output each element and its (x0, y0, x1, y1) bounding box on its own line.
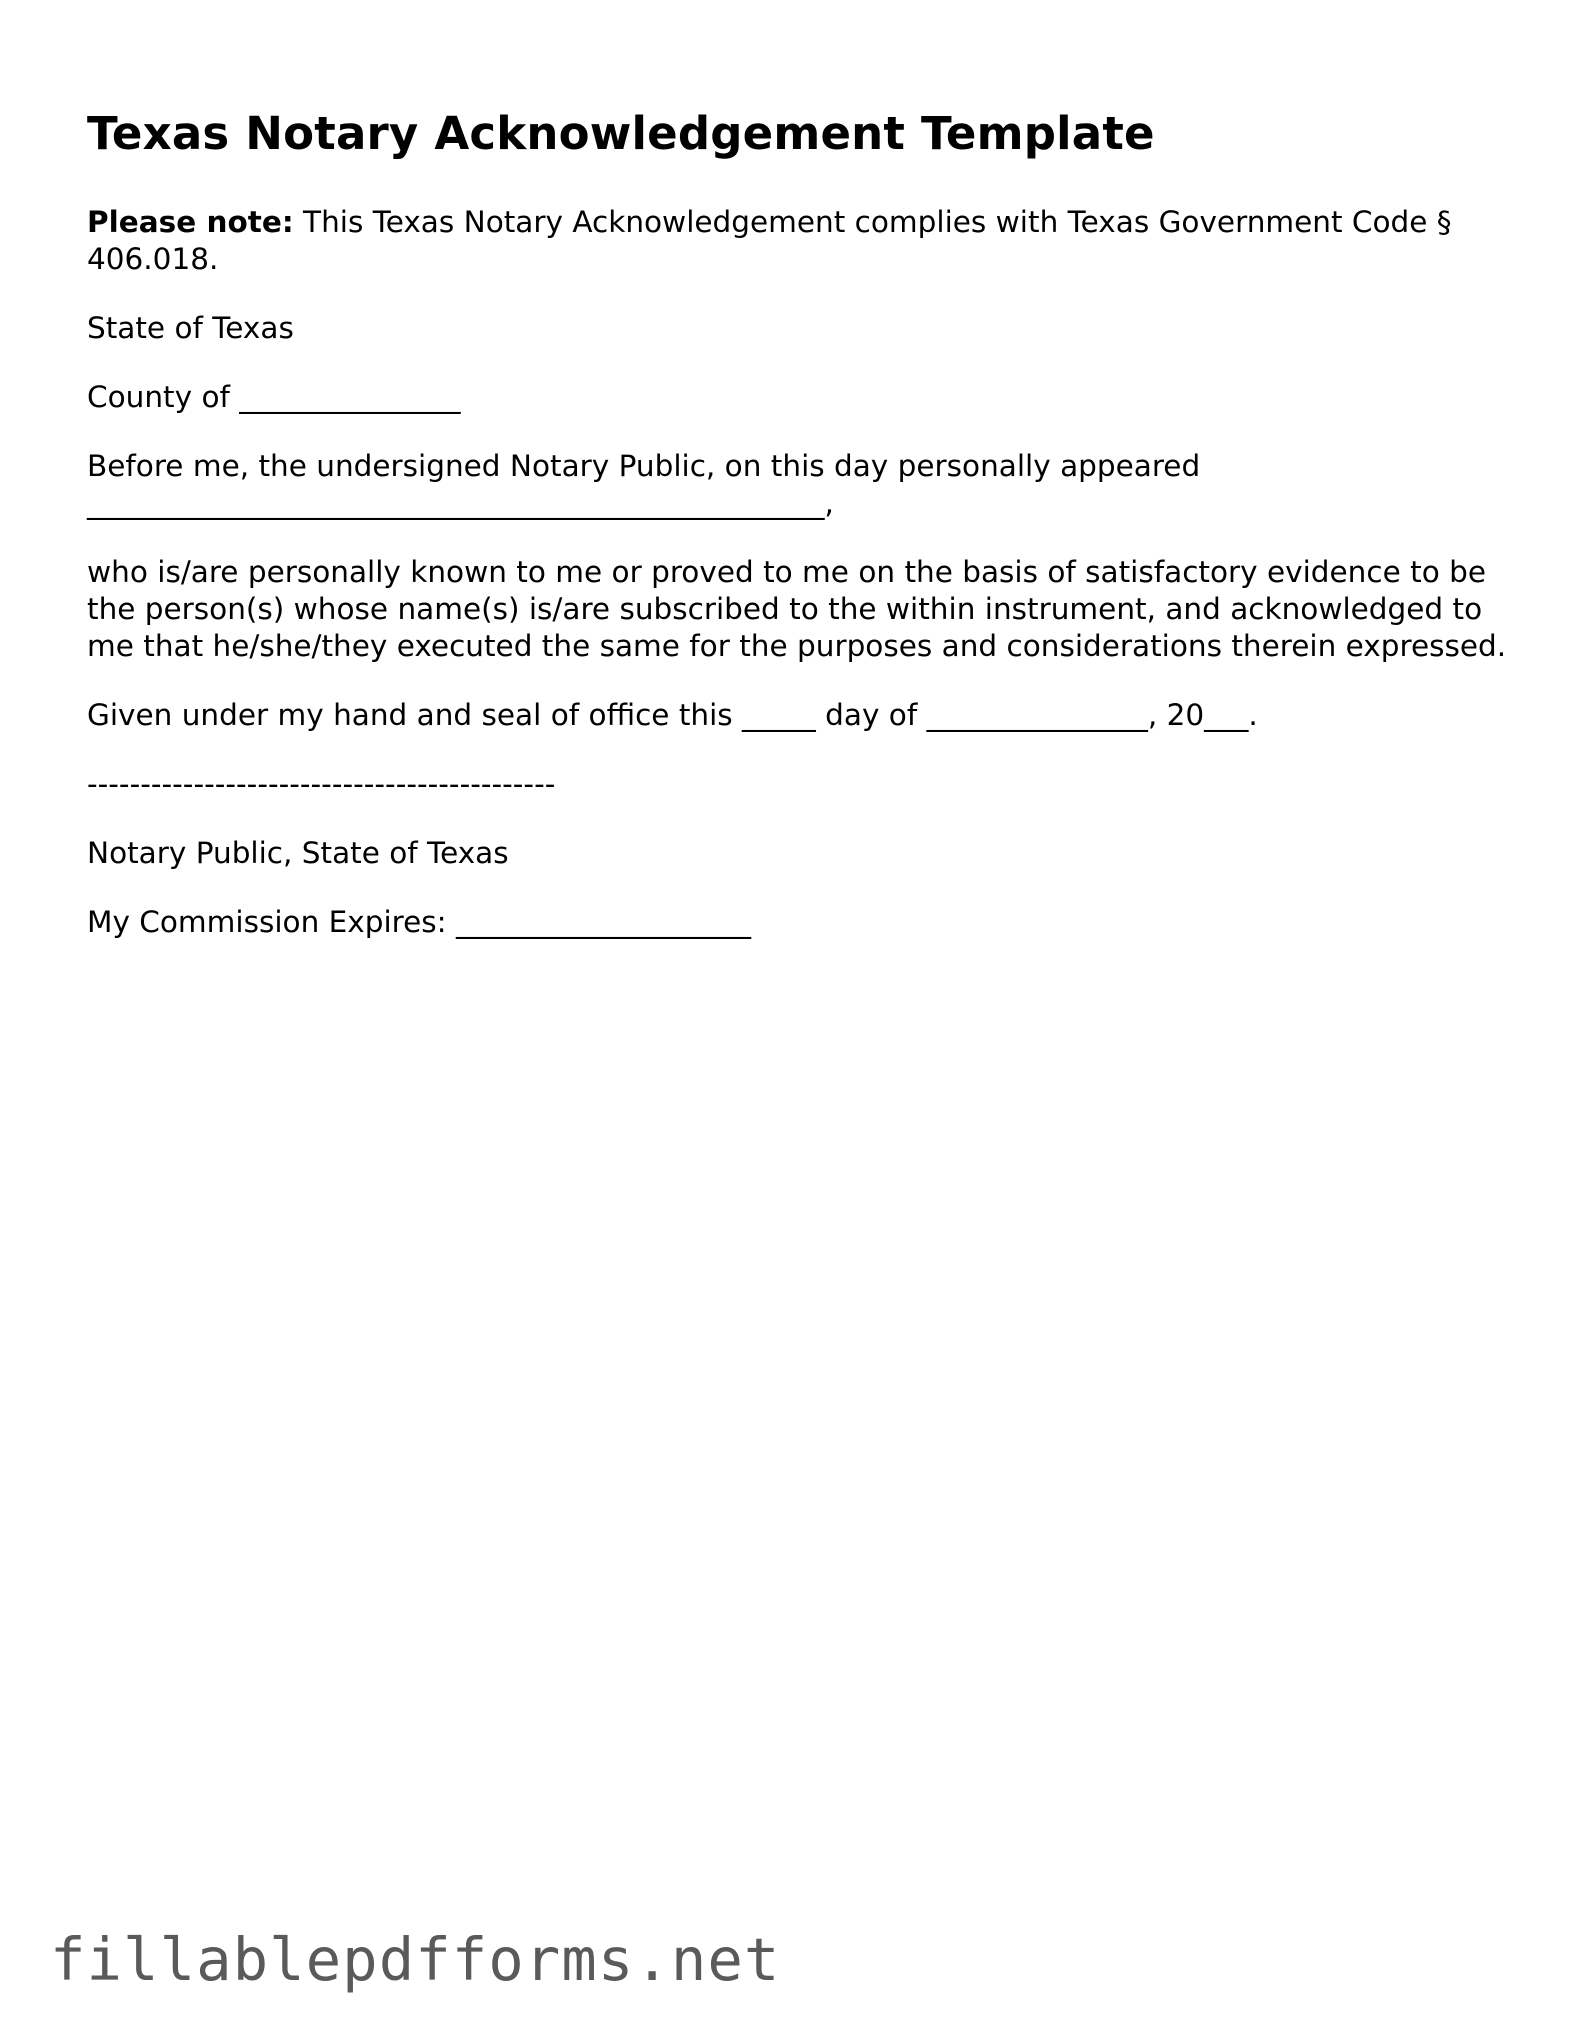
footer-brand: fillablepdfforms.net (50, 1925, 781, 1994)
state-line: State of Texas (87, 311, 294, 345)
document-page (87, 104, 1507, 973)
notary-title: Notary Public, State of Texas (87, 836, 509, 870)
county-line: County of _______________ (87, 380, 461, 414)
signature-line: -------------------------------------------- (87, 767, 556, 801)
compliance-note (87, 204, 1507, 278)
commission-line: My Commission Expires: ____________________ (87, 905, 751, 939)
given-line: Given under my hand and seal of office this _____ day of _______________, 20___. (87, 698, 1258, 732)
note-text: This Texas Notary Acknowledgement complies with Texas Government Code § 406.018. (87, 205, 1452, 276)
appeared-paragraph (87, 448, 1507, 522)
document-title: Texas Notary Acknowledgement Template (87, 107, 1155, 160)
appeared-line-2: __________________________________________________, (87, 486, 834, 520)
appeared-line-1: Before me, the undersigned Notary Public, on this day personally appeared (87, 449, 1201, 483)
acknowledgement-body: who is/are personally known to me or proved to me on the basis of satisfactory evidence to be the person(s) whose name(s) is/are subscribed to the within instrument, and acknowledged to me that he/she/they executed the same for the purposes and considerations therein expressed. (87, 555, 1507, 663)
note-label: Please note: (87, 205, 294, 239)
